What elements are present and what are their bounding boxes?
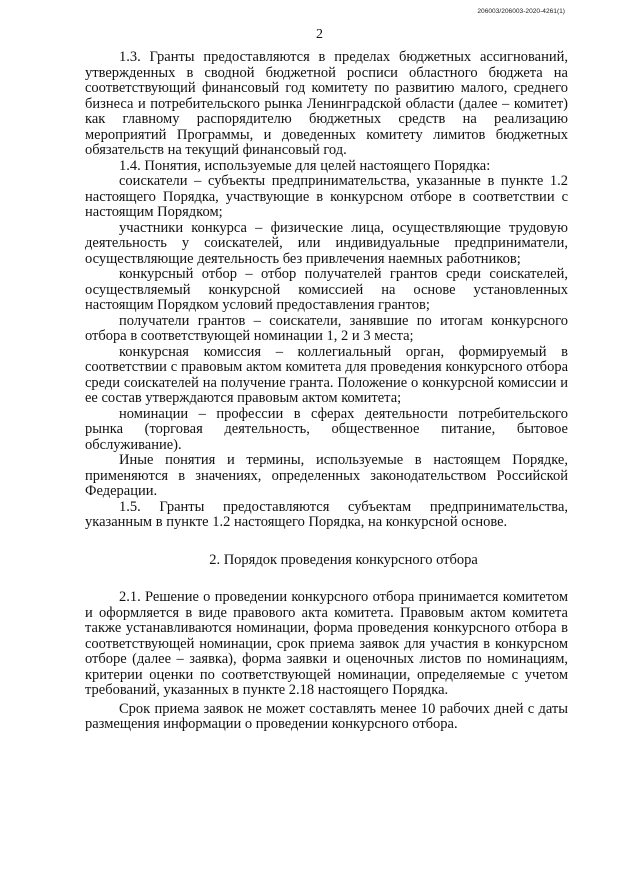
paragraph-other-terms: Иные понятия и термины, используемые в настоящем Порядке, применяются в значениях, определенных законодательством Российской Федерации. [85, 452, 568, 499]
paragraph-1-4: 1.4. Понятия, используемые для целей настоящего Порядка: [119, 157, 491, 174]
section-title: 2. Порядок проведения конкурсного отбора [209, 551, 478, 568]
definition-nominations: номинации – профессии в сферах деятельности потребительского рынка (торговая деятельность, общественное питание, бытовое обслуживание). [85, 405, 568, 453]
definition-applicants: соискатели – субъекты предпринимательства, указанные в пункте 1.2 настоящего Порядка, участвующие в конкурсном отборе в соответствии с настоящим Порядком; [85, 173, 568, 220]
document-body [85, 50, 568, 733]
paragraph-application-period: Срок приема заявок не может составлять менее 10 рабочих дней с даты размещения информации о проведении конкурсного отбора. [85, 700, 568, 732]
paragraph-1-3: 1.3. Гранты предоставляются в пределах бюджетных ассигнований, утвержденных в сводной бюджетной росписи областного бюджета на соответствующий финансовый год комитету по развитию малого, среднего бизнеса и потребительского рынка Ленинградской области (далее – комитет) как главному распорядителю бюджетных средств на реализацию мероприятий Программы, и доведенных комитету лимитов бюджетных обязательств на текущий финансовый год. [85, 49, 568, 158]
page-number: 2 [316, 27, 323, 42]
paragraph-2-1: 2.1. Решение о проведении конкурсного отбора принимается комитетом и оформляется в виде правового акта комитета. Правовым актом комитета также устанавливаются номинации, форма проведения конкурсного отбора в соответствующей номинации, срок приема заявок для участия в конкурсном отборе (далее – заявка), форма заявки и оценочных листов по номинациям, критерии оценки по соответствующей номинации, определяемые с учетом требований, указанных в пункте 2.18 настоящего Порядка. [85, 589, 568, 698]
definition-participants: участники конкурса – физические лица, осуществляющие трудовую деятельность у соискателей, или индивидуальные предприниматели, осуществляющие деятельность без привлечения наемных работников; [85, 219, 568, 267]
definition-commission: конкурсная комиссия – коллегиальный орган, формируемый в соответствии с правовым актом комитета для проведения конкурсного отбора среди соискателей на получение гранта. Положение о конкурсной комиссии и ее состав утверждаются правовым актом комитета; [85, 343, 568, 406]
definition-grant-recipients: получатели грантов – соискатели, занявшие по итогам конкурсного отбора в соответствующей номинации 1, 2 и 3 места; [85, 312, 568, 344]
paragraph-1-5: 1.5. Гранты предоставляются субъектам предпринимательства, указанным в пункте 1.2 настоящего Порядка, на конкурсной основе. [85, 498, 568, 530]
definition-competitive-selection: конкурсный отбор – отбор получателей грантов среди соискателей, осуществляемый конкурсной комиссией на основе установленных настоящим Порядком условий предоставления грантов; [85, 266, 568, 313]
document-id: 206003/206003-2020-4261(1) [477, 8, 565, 15]
